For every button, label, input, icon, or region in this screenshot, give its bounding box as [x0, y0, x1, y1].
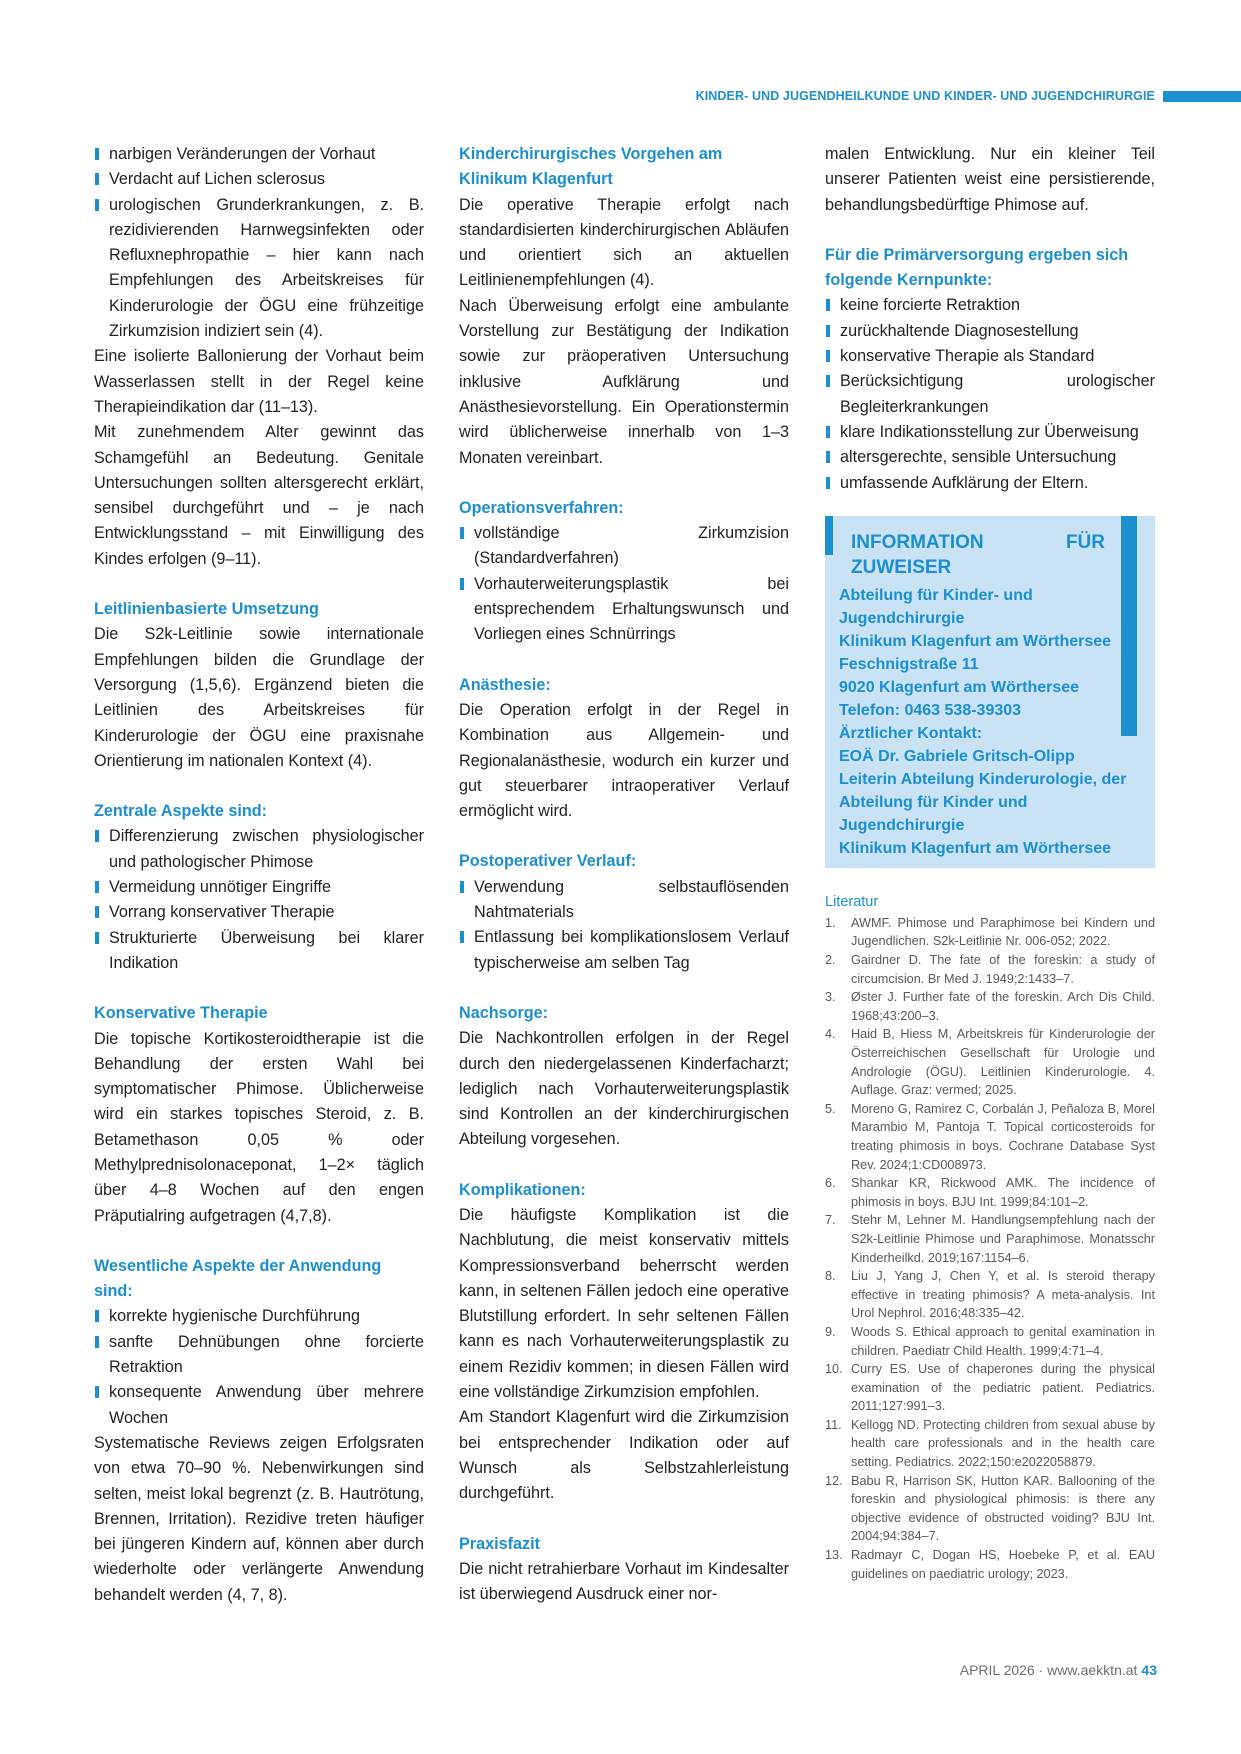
list-item: Vorhauterweiterungsplastik bei entsprechendem Erhaltungswunsch und Vorliegen eines Schnürrings — [459, 572, 789, 648]
reference-text: AWMF. Phimose und Paraphimose bei Kindern und Jugendlichen. S2k-Leitlinie Nr. 006-052; 2022. — [851, 915, 1155, 949]
list-item: Vorrang konservativer Therapie — [94, 900, 424, 925]
list-item: altersgerechte, sensible Untersuchung — [825, 445, 1155, 470]
bullet-icon — [95, 173, 99, 185]
reference-number: 4. — [825, 1027, 836, 1042]
bullet-icon — [460, 931, 464, 943]
list-item: narbigen Veränderungen der Vorhaut — [94, 142, 424, 167]
bullet-icon — [826, 325, 830, 337]
section-heading: Zentrale Aspekte sind: — [94, 802, 268, 821]
reference-text: Kellogg ND. Protecting children from sexual abuse by health care professionals and in the health care setting. Pediatrics. 2022;150:e2022058879. — [851, 1417, 1155, 1470]
page-number: 43 — [1141, 1662, 1157, 1678]
running-header — [696, 86, 1241, 106]
bullet-icon — [95, 906, 99, 918]
reference-number: 13. — [825, 1548, 843, 1563]
info-address-line: Klinikum Klagenfurt am Wörthersee — [839, 632, 1112, 650]
section-heading: Nachsorge: — [459, 1003, 549, 1022]
info-address-line: Feschnigstraße 11 — [839, 655, 979, 673]
list-item: vollständige Zirkumzision (Standardverfahren) — [459, 521, 789, 572]
paragraph: Mit zunehmendem Alter gewinnt das Schamgefühl an Bedeutung. Genitale Untersuchungen sollten altersgerecht erklärt, sensibel durchgeführt und – je nach Entwicklungsstand – mit Einwilligung des Kindes erfolgen (9–11). — [94, 423, 424, 568]
bullet-icon — [826, 350, 830, 362]
reference-item — [825, 914, 1155, 951]
reference-item — [825, 1025, 1155, 1099]
bullet-icon — [460, 527, 464, 539]
reference-item — [825, 1100, 1155, 1174]
header-title: KINDER- UND JUGENDHEILKUNDE UND KINDER- UND JUGENDCHIRURGIE — [695, 89, 1155, 103]
bullet-icon — [460, 881, 464, 893]
bullet-list-wesentlich — [94, 1304, 424, 1430]
bullet-list-indications — [94, 142, 424, 344]
reference-text: Moreno G, Ramirez C, Corbalán J, Peñaloza B, Morel Marambio M, Pantoja T. Topical corticosteroids for treating phimosis in boys. Cochrane Database Syst Rev. 2024;1:CD008973. — [851, 1101, 1155, 1172]
info-contact-line: Leiterin Abteilung Kinderurologie, der Abteilung für Kinder und Jugendchirurgie — [839, 770, 1127, 834]
reference-item — [825, 1360, 1155, 1416]
bullet-icon — [95, 830, 99, 842]
column-2 — [459, 142, 789, 1607]
list-item: Vermeidung unnötiger Eingriffe — [94, 875, 424, 900]
bullet-icon — [95, 932, 99, 944]
reference-number: 11. — [825, 1417, 842, 1432]
list-item: konsequente Anwendung über mehrere Wochen — [94, 1380, 424, 1431]
section-heading: Praxisfazit — [459, 1534, 540, 1553]
reference-text: Gairdner D. The fate of the foreskin: a study of circumcision. Br Med J. 1949;2:1433–7. — [851, 953, 1155, 986]
reference-text: Stehr M, Lehner M. Handlungsempfehlung nach der S2k-Leitlinie Phimose und Paraphimose. Monatsschr Kinderheilkd. 2019;167:1154–6. — [851, 1213, 1155, 1265]
bullet-list-primaer — [825, 293, 1155, 495]
bullet-icon — [826, 451, 830, 463]
reference-text: Woods S. Ethical approach to genital examination in children. Paediatr Child Health. 1999;4:71–4. — [851, 1324, 1155, 1358]
section-heading: Kinderchirurgisches Vorgehen am Klinikum Klagenfurt — [459, 145, 723, 189]
section-heading: Komplikationen: — [459, 1180, 586, 1199]
reference-text: Babu R, Harrison SK, Hutton KAR. Ballooning of the foreskin and physiological phimosis: is there any objective evidence of obstructed voiding? BJU Int. 2004;94:384–7. — [851, 1473, 1155, 1544]
section-heading: Wesentliche Aspekte der Anwendung sind: — [94, 1256, 382, 1301]
footer-issue: APRIL 2026 · www.aekktn.at — [959, 1662, 1138, 1678]
info-accent-bar — [825, 516, 833, 555]
reference-item — [825, 1267, 1155, 1323]
bullet-icon — [826, 477, 830, 489]
references-heading: Literatur — [825, 893, 879, 910]
section-heading: Operationsverfahren: — [459, 498, 624, 517]
reference-item — [825, 1323, 1155, 1360]
info-address-line: Abteilung für Kinder- und Jugendchirurgie — [839, 586, 1033, 627]
section-heading: Für die Primärversorgung ergeben sich folgende Kernpunkte: — [825, 245, 1129, 290]
list-item: korrekte hygienische Durchführung — [94, 1304, 424, 1329]
page-footer — [960, 1662, 1157, 1678]
reference-item — [825, 1416, 1155, 1472]
reference-number: 12. — [825, 1473, 843, 1488]
info-contact-line: Klinikum Klagenfurt am Wörthersee — [839, 839, 1112, 857]
reference-text: Curry ES. Use of chaperones during the physical examination of the pediatric patient. Pediatrics. 2011;127:991–3. — [851, 1362, 1155, 1414]
bullet-icon — [95, 199, 99, 211]
list-item: sanfte Dehnübungen ohne forcierte Retraktion — [94, 1330, 424, 1381]
bullet-icon — [95, 881, 99, 893]
header-accent-bar — [1163, 91, 1241, 102]
paragraph: malen Entwicklung. Nur ein kleiner Teil unserer Patienten weist eine persistierende, behandlungsbedürftige Phimose auf. — [825, 145, 1155, 214]
list-item: Berücksichtigung urologischer Begleiterkrankungen — [825, 369, 1155, 420]
bullet-icon — [826, 299, 830, 311]
paragraph: Eine isolierte Ballonierung der Vorhaut beim Wasserlassen stellt in der Regel keine Therapieindikation dar (11–13). — [94, 347, 424, 416]
section-heading: Leitlinienbasierte Umsetzung — [94, 600, 319, 619]
paragraph: Am Standort Klagenfurt wird die Zirkumzision bei entsprechender Indikation oder auf Wunsch als Selbstzahlerleistung durchgeführt. — [459, 1408, 789, 1503]
reference-number: 7. — [825, 1213, 836, 1228]
section-heading: Konservative Therapie — [94, 1004, 268, 1023]
reference-number: 10. — [825, 1362, 843, 1377]
paragraph: Die nicht retrahierbare Vorhaut im Kindesalter ist überwiegend Ausdruck einer nor- — [459, 1559, 789, 1604]
bullet-icon — [95, 1386, 99, 1398]
list-item: umfassende Aufklärung der Eltern. — [825, 471, 1155, 496]
info-phone: Telefon: 0463 538-39303 — [839, 701, 1022, 719]
paragraph: Die S2k-Leitlinie sowie internationale Empfehlungen bilden die Grundlage der Versorgung (1,5,6). Ergänzend bieten die Leitlinien des Arbeitskreises für Kinderurologie der ÖGU eine praxisnahe Orientierung im nationalen Kontext (4). — [94, 625, 424, 770]
reference-item — [825, 1472, 1155, 1546]
list-item: Verwendung selbstauflösenden Nahtmaterials — [459, 875, 789, 926]
reference-text: Liu J, Yang J, Chen Y, et al. Is steroid therapy effective in treating phimosis? A meta-analysis. Int Urol Nephrol. 2016;48:335–42. — [851, 1269, 1155, 1321]
reference-number: 6. — [825, 1176, 836, 1191]
paragraph: Die topische Kortikosteroidtherapie ist die Behandlung der ersten Wahl bei symptomatischer Phimose. Üblicherweise wird ein starkes topisches Steroid, z. B. Betamethason 0,05 % oder Methylprednisolonaceponat, 1–2× täglich über 4–8 Wochen auf den engen Präputialring aufgetragen (4,7,8). — [94, 1029, 424, 1225]
reference-number: 2. — [825, 953, 836, 968]
info-title: INFORMATION FÜR ZUWEISER — [851, 531, 1105, 578]
bullet-icon — [95, 148, 99, 160]
section-heading: Postoperativer Verlauf: — [459, 852, 637, 871]
reference-text: Haid B, Hiess M, Arbeitskreis für Kinderurologie der Österreichischen Gesellschaft für Urologie und Andrologie (ÖGU). Leitlinien Kinderurologie. 4. Auflage. Graz: vermed; 2025. — [851, 1027, 1155, 1098]
list-item: Strukturierte Überweisung bei klarer Indikation — [94, 926, 424, 977]
bullet-icon — [826, 375, 830, 387]
paragraph: Nach Überweisung erfolgt eine ambulante Vorstellung zur Bestätigung der Indikation sowie zur präoperativen Untersuchung inklusive Aufklärung und Anästhesievorstellung. Ein Operationstermin wird üblicherweise innerhalb von 1–3 Monaten vereinbart. — [459, 296, 789, 467]
reference-number: 9. — [825, 1324, 836, 1339]
reference-text: Radmayr C, Dogan HS, Hoebeke P, et al. EAU guidelines on paediatric urology; 2023. — [851, 1548, 1155, 1581]
list-item: Verdacht auf Lichen sclerosus — [94, 167, 424, 192]
list-item: klare Indikationsstellung zur Überweisung — [825, 420, 1155, 445]
list-item: konservative Therapie als Standard — [825, 344, 1155, 369]
paragraph: Die operative Therapie erfolgt nach standardisierten kinderchirurgischen Abläufen und orientiert sich an aktuellen Leitlinienempfehlungen (4). — [459, 195, 789, 290]
bullet-icon — [95, 1336, 99, 1348]
info-contact-line: EOÄ Dr. Gabriele Gritsch-Olipp — [839, 747, 1075, 765]
info-address-line: 9020 Klagenfurt am Wörthersee — [839, 678, 1080, 696]
reference-number: 8. — [825, 1269, 836, 1284]
reference-number: 5. — [825, 1101, 836, 1116]
bullet-icon — [95, 1310, 99, 1322]
paragraph: Systematische Reviews zeigen Erfolgsraten von etwa 70–90 %. Nebenwirkungen sind selten, meist lokal begrenzt (z. B. Hautrötung, Brennen, Irritation). Rezidive treten häufiger bei jüngeren Kindern auf, können aber durch wiederholte oder verlängerte Anwendung behandelt werden (4, 7, 8). — [94, 1433, 424, 1604]
reference-item — [825, 951, 1155, 988]
reference-item — [825, 988, 1155, 1025]
column-1 — [94, 142, 424, 1608]
reference-number: 1. — [825, 915, 836, 930]
reference-item — [825, 1546, 1155, 1583]
bullet-icon — [826, 426, 830, 438]
list-item: Differenzierung zwischen physiologischer und pathologischer Phimose — [94, 824, 424, 875]
bullet-list-op — [459, 521, 789, 647]
reference-text: Øster J. Further fate of the foreskin. Arch Dis Child. 1968;43:200–3. — [851, 990, 1155, 1023]
section-heading: Anästhesie: — [459, 675, 551, 694]
bullet-list-zentrale — [94, 824, 424, 976]
bullet-icon — [460, 578, 464, 590]
paragraph: Die häufigste Komplikation ist die Nachblutung, die meist konservativ mittels Kompressionsverband beherrscht werden kann, in seltenen Fällen jedoch eine operative Blutstillung erfordert. In sehr seltenen Fällen kann es nach Vorhauterweiterungsplastik zu einem Rezidiv kommen; in diesen Fällen wird eine vollständige Zirkumzision empfohlen. — [459, 1205, 789, 1402]
reference-item — [825, 1211, 1155, 1267]
list-item: Entlassung bei komplikationslosem Verlauf typischerweise am selben Tag — [459, 925, 789, 976]
reference-text: Shankar KR, Rickwood AMK. The incidence of phimosis in boys. BJU Int. 1999;84:101–2. — [851, 1176, 1155, 1209]
info-box-zuweiser — [825, 516, 1155, 868]
info-accent-bar-right — [1121, 516, 1137, 736]
reference-item — [825, 1174, 1155, 1211]
info-contact-label: Ärztlicher Kontakt: — [839, 724, 983, 742]
paragraph: Die Operation erfolgt in der Regel in Kombination aus Allgemein- und Regionalanästhesie, wodurch ein kurzer und gut steuerbarer intraoperativer Verlauf ermöglicht wird. — [459, 700, 789, 821]
reference-list — [825, 914, 1155, 1583]
column-3 — [825, 142, 1155, 1583]
list-item: urologischen Grunderkrankungen, z. B. rezidivierenden Harnwegsinfekten oder Refluxnephropathie – hier kann nach Empfehlungen des Arbeitskreises für Kinderurologie der ÖGU eine frühzeitige Zirkumzision indiziert sein (4). — [94, 193, 424, 345]
reference-number: 3. — [825, 990, 836, 1005]
bullet-list-postop — [459, 875, 789, 976]
list-item: zurückhaltende Diagnosestellung — [825, 319, 1155, 344]
paragraph: Die Nachkontrollen erfolgen in der Regel durch den niedergelassenen Kinderfacharzt; lediglich nach Vorhauterweiterungsplastik sind Kontrollen an der kinderchirurgischen Abteilung vorgesehen. — [459, 1029, 789, 1149]
list-item: keine forcierte Retraktion — [825, 293, 1155, 318]
